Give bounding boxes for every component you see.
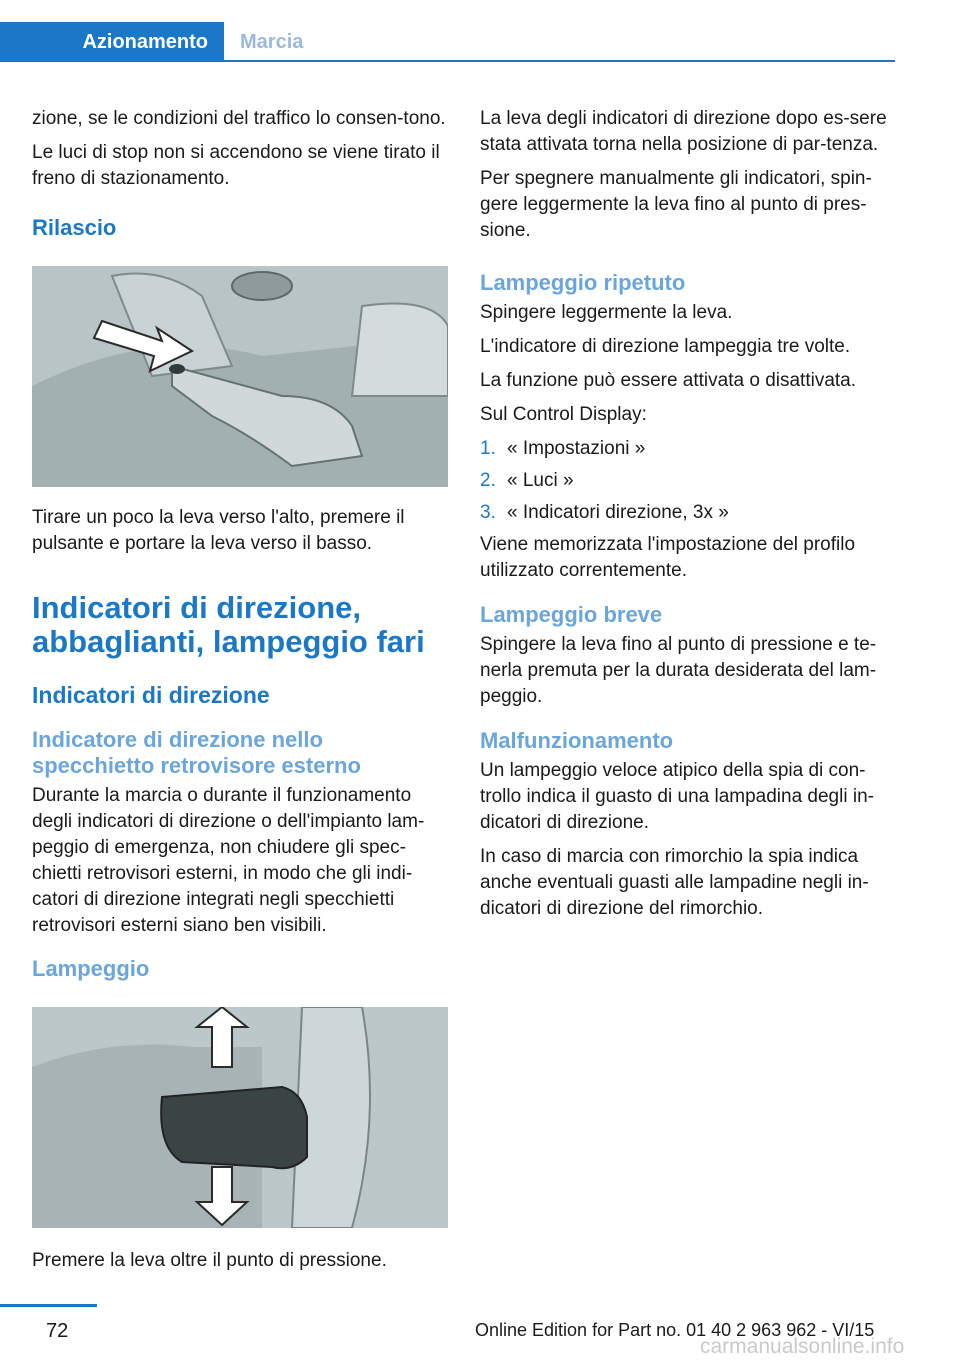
parking-brake-illustration <box>32 266 448 487</box>
paragraph: Viene memorizzata l'impostazione del profilo utilizzato correntemente. <box>480 534 856 581</box>
step-number: 2. <box>480 470 496 491</box>
left-column <box>32 106 450 1282</box>
heading-mirror-indicator: Indicatore di direzione nello specchietto retrovisore esterno <box>32 727 361 778</box>
watermark: carmanualsonline.info <box>700 1335 905 1358</box>
heading-rilascio: Rilascio <box>32 215 117 240</box>
heading-lampeggio-ripetuto: Lampeggio ripetuto <box>480 270 686 295</box>
paragraph: Sul Control Display: <box>480 404 647 425</box>
paragraph: zione, se le condizioni del traffico lo consen-tono. <box>32 108 446 129</box>
step-text: « Luci » <box>507 470 574 491</box>
section-tab-azionamento: Azionamento <box>0 22 224 62</box>
paragraph: La funzione può essere attivata o disattivata. <box>480 370 857 391</box>
step-text: « Impostazioni » <box>507 438 646 459</box>
paragraph: Spingere la leva fino al punto di pressione e te-nerla premuta per la durata desiderata del lam-peggio. <box>480 634 877 707</box>
page-header <box>0 22 895 62</box>
paragraph: Spingere leggermente la leva. <box>480 302 733 323</box>
step-number: 1. <box>480 438 496 459</box>
paragraph: L'indicatore di direzione lampeggia tre volte. <box>480 336 851 357</box>
step-text: « Indicatori direzione, 3x » <box>507 502 729 523</box>
heading-lampeggio: Lampeggio <box>32 956 150 981</box>
paragraph: Per spegnere manualmente gli indicatori, spin-gere leggermente la leva fino al punto di pres-sione. <box>480 168 872 241</box>
page-number: 72 <box>46 1320 69 1342</box>
turn-signal-lever-illustration <box>32 1007 448 1228</box>
section-tab-marcia: Marcia <box>240 31 304 53</box>
list-item <box>480 468 898 494</box>
paragraph: Durante la marcia o durante il funzionamento degli indicatori di direzione o dell'impianto lam-peggio di emergenza, non chiudere gli spec-chietti retrovisori esterni, in modo che gli indi-catori di direzione integrati negli specchietti retrovisori esterni siano ben visibili. <box>32 785 425 936</box>
paragraph: Le luci di stop non si accendono se viene tirato il freno di stazionamento. <box>32 142 440 189</box>
paragraph: Tirare un poco la leva verso l'alto, premere il pulsante e portare la leva verso il basso. <box>32 507 405 554</box>
heading-lampeggio-breve: Lampeggio breve <box>480 602 663 627</box>
parking-brake-image <box>32 266 448 487</box>
settings-steps-list <box>480 436 898 526</box>
edition-text: Online Edition for Part no. 01 40 2 963 962 - VI/15 <box>475 1320 875 1340</box>
paragraph: Un lampeggio veloce atipico della spia di con-trollo indica il guasto di una lampadina degli in-dicatori di direzione. <box>480 760 874 833</box>
step-number: 3. <box>480 502 496 523</box>
turn-signal-lever-image <box>32 1007 448 1228</box>
subheading-indicatori: Indicatori di direzione <box>32 682 270 708</box>
list-item <box>480 436 898 462</box>
list-item <box>480 500 898 526</box>
paragraph: La leva degli indicatori di direzione dopo es-sere stata attivata torna nella posizione di par-tenza. <box>480 108 887 155</box>
heading-malfunzionamento: Malfunzionamento <box>480 728 674 753</box>
paragraph: Premere la leva oltre il punto di pressione. <box>32 1250 387 1271</box>
paragraph: In caso di marcia con rimorchio la spia indica anche eventuali guasti alle lampadine negli in-dicatori di direzione del rimorchio. <box>480 846 869 919</box>
footer-divider <box>0 1304 97 1307</box>
main-heading: Indicatori di direzione, abbaglianti, lampeggio fari <box>32 590 425 659</box>
header-divider <box>224 60 895 62</box>
right-column <box>480 106 898 930</box>
